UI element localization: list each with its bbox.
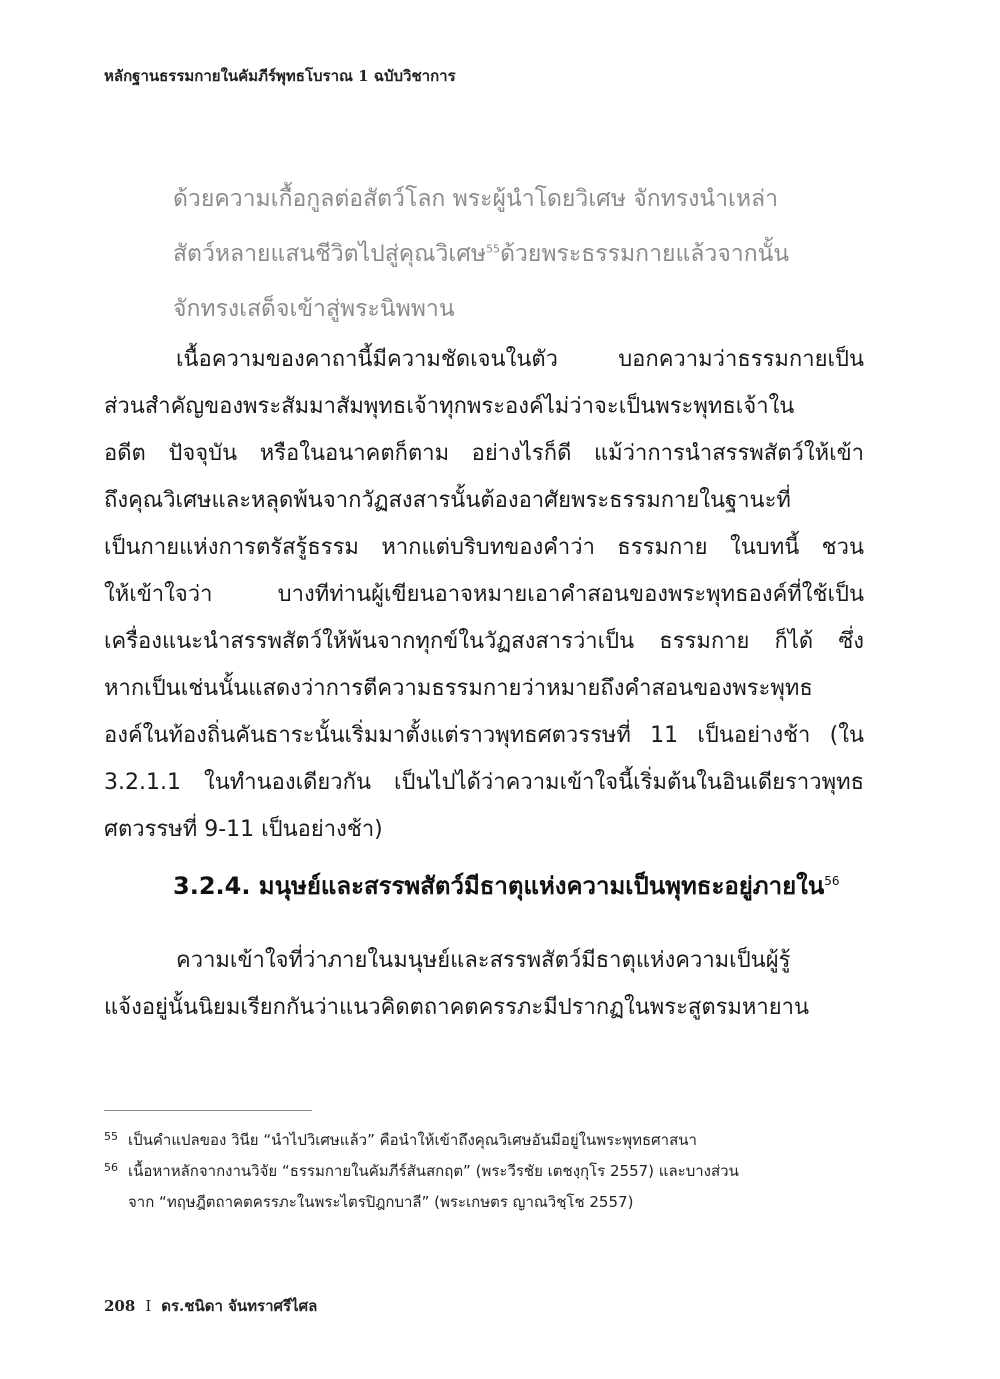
quote-line: ด้วยความเกื้อกูลต่อสัตว์โลก พระผู้นำโดยวิเศษ จักทรงนำเหล่า [173, 186, 779, 212]
paragraph-line: 3.2.1.1 ในทำนองเดียวกัน เป็นไปได้ว่าความเข้าใจนี้เริ่มต้นในอินเดียราวพุทธ [104, 770, 864, 795]
footnote-line: เป็นคำแปลของ วินีย “นำไปวิเศษแล้ว” คือนำให้เข้าถึงคุณวิเศษอันมีอยู่ในพระพุทธศาสนา [128, 1131, 697, 1149]
footnote-number: 56 [104, 1161, 118, 1174]
section-heading-text: 3.2.4. มนุษย์และสรรพสัตว์มีธาตุแห่งความเป็นพุทธะอยู่ภายใน [173, 872, 825, 900]
verse-quote [173, 172, 873, 337]
quote-line-part: สัตว์หลายแสนชีวิตไปสู่คุณวิเศษ [173, 241, 487, 267]
footnotes [104, 1125, 874, 1218]
paragraph-line: ส่วนสำคัญของพระสัมมาสัมพุทธเจ้าทุกพระองค์ไม่ว่าจะเป็นพระพุทธเจ้าใน [104, 394, 795, 419]
paragraph-line: ถึงคุณวิเศษและหลุดพ้นจากวัฏสงสารนั้นต้องอาศัยพระธรรมกายในฐานะที่ [104, 488, 791, 513]
quote-line [173, 227, 873, 282]
paragraph-line: แจ้งอยู่นั้นนิยมเรียกกันว่าแนวคิดตถาคตครรภะมีปรากฏในพระสูตรมหายาน [104, 995, 810, 1020]
paragraph-line: องค์ในท้องถิ่นคันธาระนั้นเริ่มมาตั้งแต่ราวพุทธศตวรรษที่ 11 เป็นอย่างช้า (ใน [104, 723, 864, 748]
section-heading [173, 866, 873, 905]
paragraph-line: เป็นกายแห่งการตรัสรู้ธรรม หากแต่บริบทของคำว่า ธรรมกาย ในบทนี้ ชวน [104, 535, 864, 560]
paragraph-line: เครื่องแนะนำสรรพสัตว์ให้พ้นจากทุกข์ในวัฏสงสารว่าเป็น ธรรมกาย ก็ได้ ซึ่ง [104, 629, 864, 654]
footnote-line: จาก “ทฤษฎีตถาคตครรภะในพระไตรปิฎกบาลี” (พระเกษตร ญาณวิชฺโช 2557) [128, 1193, 634, 1211]
paragraph-line: ให้เข้าใจว่า บางทีท่านผู้เขียนอาจหมายเอาคำสอนของพระพุทธองค์ที่ใช้เป็น [104, 582, 864, 607]
footnote-ref-56[interactable]: 56 [824, 874, 840, 888]
footnote-55 [104, 1125, 874, 1156]
body-paragraph-1 [104, 336, 864, 853]
running-header: หลักฐานธรรมกายในคัมภีร์พุทธโบราณ 1 ฉบับวิชาการ [104, 67, 456, 85]
quote-line-part: ด้วยพระธรรมกายแล้วจากนั้น [500, 241, 790, 267]
author-name: ดร.ชนิดา จันทราศรีไศล [161, 1297, 318, 1315]
paragraph-line: เนื้อความของคาถานี้มีความชัดเจนในตัว บอกความว่าธรรมกายเป็น [176, 347, 864, 372]
footer-separator: I [145, 1297, 152, 1315]
page-number: 208 [104, 1297, 136, 1315]
paragraph-line: หากเป็นเช่นนั้นแสดงว่าการตีความธรรมกายว่าหมายถึงคำสอนของพระพุทธ [104, 676, 813, 701]
paragraph-line: ศตวรรษที่ 9-11 เป็นอย่างช้า) [104, 817, 383, 842]
quote-line: จักทรงเสด็จเข้าสู่พระนิพพาน [173, 296, 455, 322]
body-paragraph-2 [104, 937, 864, 1031]
footnote-line: เนื้อหาหลักจากงานวิจัย “ธรรมกายในคัมภีร์สันสกฤต” (พระวีรชัย เตชงฺกุโร 2557) และบางส่วน [128, 1162, 739, 1180]
paragraph-line: ความเข้าใจที่ว่าภายในมนุษย์และสรรพสัตว์มีธาตุแห่งความเป็นผู้รู้ [176, 948, 791, 973]
footnote-divider [104, 1110, 312, 1111]
paragraph-line: อดีต ปัจจุบัน หรือในอนาคตก็ตาม อย่างไรก็ดี แม้ว่าการนำสรรพสัตว์ให้เข้า [104, 441, 864, 466]
footnote-number: 55 [104, 1130, 118, 1143]
page-footer [104, 1294, 317, 1318]
footnote-ref-55[interactable]: 55 [486, 242, 501, 256]
footnote-56 [104, 1156, 874, 1218]
